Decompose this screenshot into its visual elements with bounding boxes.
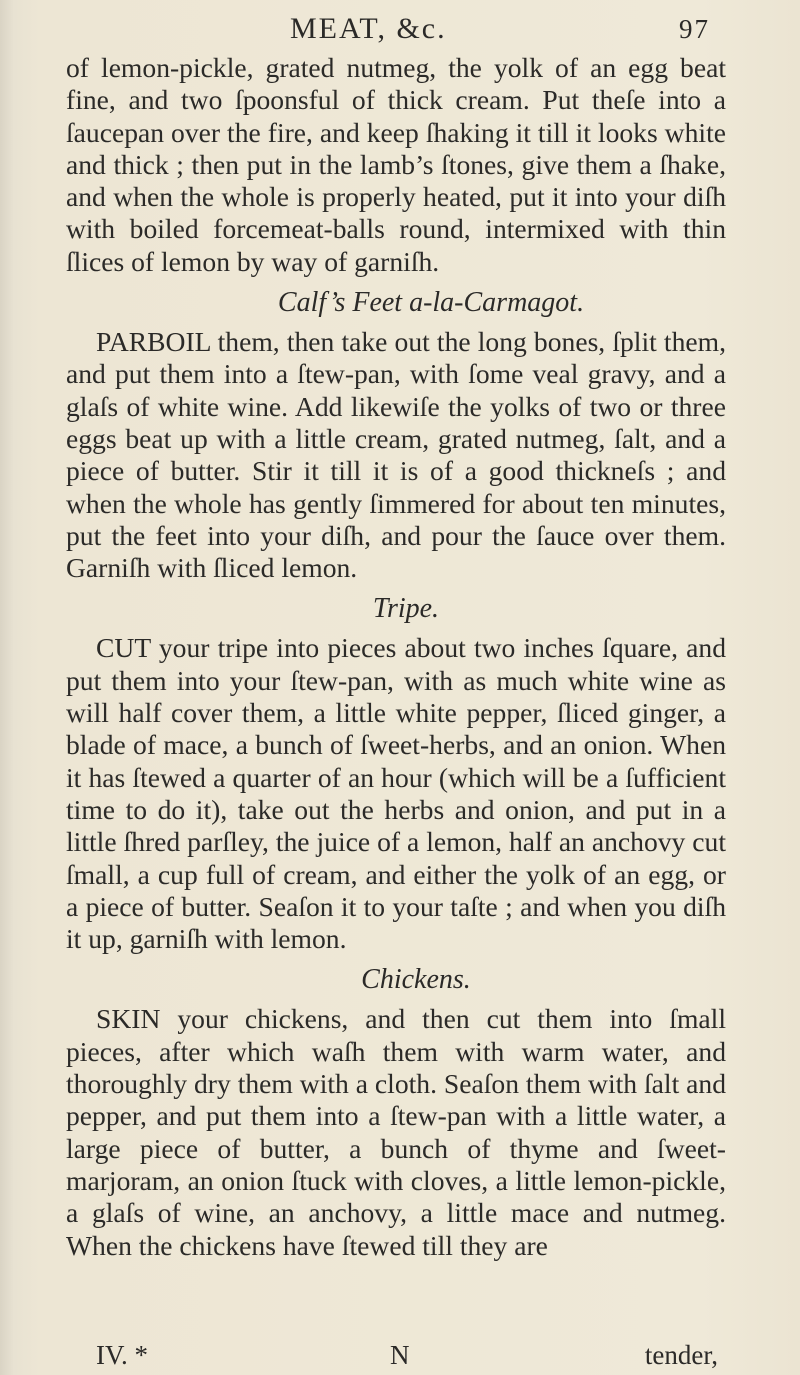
recipe-text-calfs-feet: PARBOIL them, then take out the long bones, ſplit them, and put them into a ſtew-pan, with ſome veal gravy, and a glaſs of white wine. Add likewiſe the yolks of two or three eggs beat up with a little cream, grated nutmeg, ſalt, and a piece of butter. Stir it till it is of a good thickneſs ; and when the whole has gently ſimmered for about ten minutes, put the feet into your diſh, and pour the ſauce over them. Garniſh with ſliced lemon. [66,326,726,584]
running-header [290,12,710,52]
catchword: tender, [644,1340,718,1370]
recipe-text-chickens: SKIN your chickens, and then cut them into ſmall pieces, after which waſh them with warm water, and thoroughly dry them with a cloth. Seaſon them with ſalt and pepper, and put them into a ſtew-pan with a little water, a large piece of butter, a bunch of thyme and ſweet-marjoram, an onion ſtuck with cloves, a little lemon-pickle, a glaſs of wine, an anchovy, a little mace and nutmeg. When the chickens have ſtewed till they are [66,1003,726,1261]
recipe-text-tripe: CUT your tripe into pieces about two inches ſquare, and put them into your ſtew-pan, with as much white wine as will half cover them, a little white pepper, ſliced ginger, a blade of mace, a bunch of ſweet-herbs, and an onion. When it has ſtewed a quarter of an hour (which will be a ſufficient time to do it), take out the herbs and onion, and put in a little ſhred parſley, the juice of a lemon, half an anchovy cut ſmall, a cup full of cream, and either the yolk of an egg, or a piece of butter. Seaſon it to your taſte ; and when you diſh it up, garniſh with lemon. [66,632,726,955]
signature-mark: IV. * [96,1340,149,1370]
page-body [66,52,726,1262]
page-footer [96,1340,718,1374]
page-number: 97 [679,14,710,44]
signature-letter: N [390,1340,410,1370]
recipe-heading-calfs-feet: Calf’s Feet a-la-Carmagot. [277,287,585,319]
recipe-heading-chickens: Chickens. [361,964,471,996]
recipe-heading-tripe: Tripe. [372,593,440,625]
running-title: MEAT, &c. [290,12,447,45]
continued-recipe-text: of lemon-pickle, grated nutmeg, the yolk of an egg beat fine, and two ſpoonsful of thick cream. Put theſe into a ſaucepan over the fire, and keep ſhaking it till it looks white and thick ; then put in the lamb’s ſtones, give them a ſhake, and when the whole is properly heated, put it into your diſh with boiled forcemeat-balls round, intermixed with thin ſlices of lemon by way of garniſh. [66,52,726,277]
